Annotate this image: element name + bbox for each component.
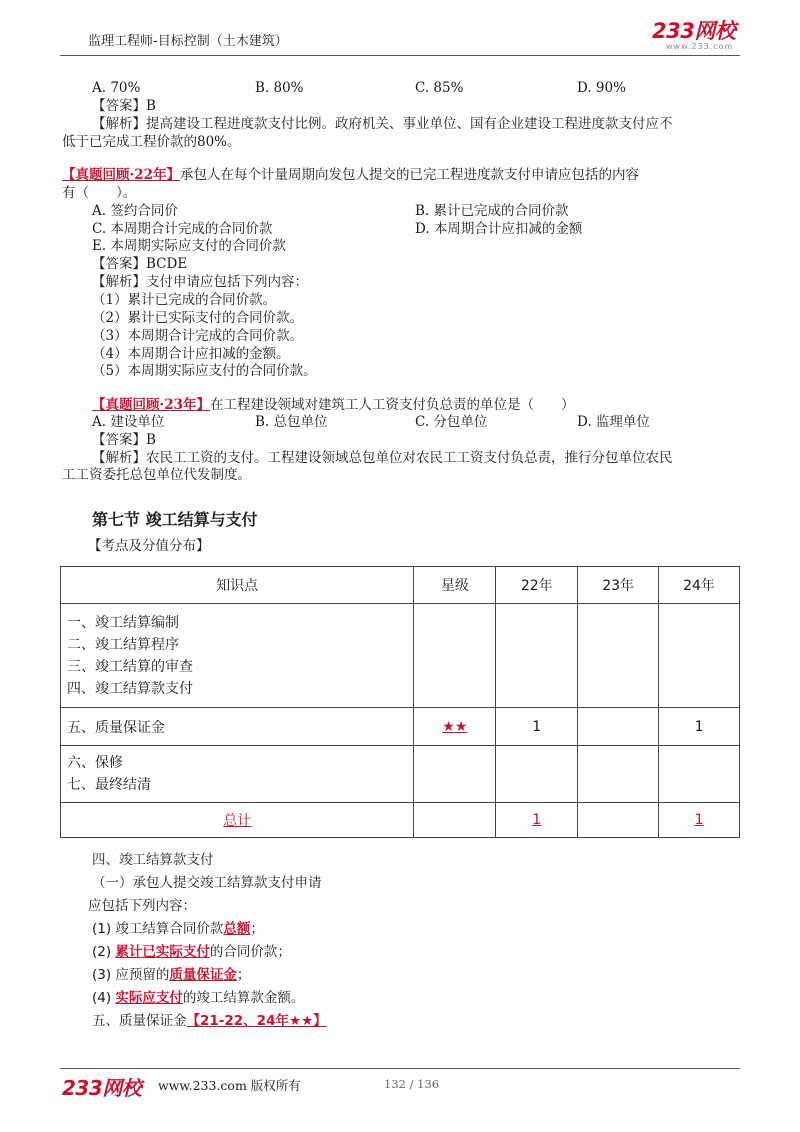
q2-analysis-item: （1）累计已完成的合同价款。 [92,292,277,308]
table-row [61,604,740,708]
logo-url: www.233.com [666,42,734,51]
page-number: 132 / 136 [384,1077,440,1091]
total-y24: 1 [659,803,740,838]
knowledge-point-table [60,566,740,838]
table-cell [414,746,496,803]
list-item: (4) 实际应支付的竣工结算款金额。 [92,990,305,1006]
q2-option-b: B. 累计已完成的合同价款 [415,203,569,219]
highlight: 质量保证金 [169,967,237,983]
table-cell [659,604,740,708]
q3-option-d: D. 监理单位 [577,414,650,430]
answer-label: 【答案】 [92,256,146,272]
analysis-text: 支付申请应包括下列内容： [146,274,308,290]
table-cell [61,746,414,803]
q2-stem-line1 [62,166,639,184]
q2-analysis-item: （4）本周期合计应扣减的金额。 [92,346,290,362]
list-intro: 应包括下列内容： [88,898,196,914]
table-total-row [61,803,740,838]
q2-analysis-item: （3）本周期合计完成的合同价款。 [92,328,304,344]
table-cell [578,708,659,746]
total-y22: 1 [496,803,578,838]
table-cell [578,803,659,838]
kp-item: 一、竣工结算编制 [67,614,179,631]
q3-option-c: C. 分包单位 [415,414,488,430]
q1-option-c: C. 85% [415,80,464,96]
q3-stem-text: 在工程建设领域对建筑工人工资支付负总责的单位是（ ） [210,397,575,413]
highlight: 累计已实际支付 [115,944,210,960]
section-title: 第七节 竣工结算与支付 [92,510,258,529]
kp-item: 四、竣工结算款支付 [67,680,193,697]
q3-analysis-line2: 工工资委托总包单位代发制度。 [62,467,251,483]
col-header: 22年 [496,567,578,604]
analysis-label: 【解析】 [92,274,146,290]
q3-tag: 【真题回顾·23年】 [92,397,210,413]
kp-item: 五、质量保证金 [61,708,414,746]
footer-logo: 233网校 [62,1076,142,1100]
list-item: (1) 竣工结算合同价款总额； [92,921,264,937]
q1-answer [92,97,156,115]
list-item: (3) 应预留的质量保证金； [92,967,251,983]
q2-analysis [92,273,308,291]
table-cell [414,803,496,838]
table-cell [414,604,496,708]
table-cell [61,604,414,708]
total-label: 总计 [61,803,414,838]
q2-answer [92,255,187,273]
q3-analysis-line1 [92,449,673,467]
q1-analysis-line2: 低于已完成工程价款的80%。 [62,134,241,150]
q2-option-d: D. 本周期合计应扣减的金额 [415,221,583,237]
kp-item: 三、竣工结算的审查 [67,658,193,675]
q1-option-a: A. 70% [92,80,141,96]
table-cell [496,746,578,803]
header-logo [652,20,742,51]
answer-value: B [146,432,156,448]
col-header: 星级 [414,567,496,604]
q1-option-d: D. 90% [577,80,626,96]
q2-option-e: E. 本周期实际应支付的合同价款 [92,238,286,254]
analysis-text: 提高建设工程进度款支付比例。政府机关、事业单位、国有企业建设工程进度款支付应不 [146,116,673,132]
table-cell: 1 [659,708,740,746]
q3-stem [92,396,575,414]
table-cell [496,604,578,708]
kp-item: 七、最终结清 [67,777,151,793]
kp-item: 六、保修 [67,755,123,771]
answer-label: 【答案】 [92,432,146,448]
star-rating: ★★ [414,708,496,746]
table-cell [578,746,659,803]
q2-tag: 【真题回顾·22年】 [62,167,180,183]
analysis-text: 农民工工资的支付。工程建设领域总包单位对农民工工资支付负总责，推行分包单位农民 [146,450,673,466]
analysis-label: 【解析】 [92,450,146,466]
highlight: 总额 [223,921,251,937]
footer-divider [60,1068,740,1069]
heading-5: 五、质量保证金【21-22、24年★★】 [92,1013,327,1029]
q1-analysis-line1 [92,115,673,133]
table-row [61,708,740,746]
q2-option-c: C. 本周期合计完成的合同价款 [92,221,273,237]
q1-option-b: B. 80% [255,80,304,96]
answer-value: BCDE [146,256,188,272]
answer-value: B [146,98,156,114]
q3-option-a: A. 建设单位 [92,414,165,430]
section-subtitle: 【考点及分值分布】 [88,538,210,554]
q3-answer [92,431,156,449]
q2-analysis-item: （5）本周期实际应支付的合同价款。 [92,363,317,379]
col-header: 23年 [578,567,659,604]
table-cell [578,604,659,708]
heading-4: 四、竣工结算款支付 [92,852,214,868]
analysis-label: 【解析】 [92,116,146,132]
highlight: 实际应支付 [115,990,183,1006]
table-cell: 1 [496,708,578,746]
table-header-row [61,567,740,604]
table-cell [659,746,740,803]
header-divider [60,55,740,56]
q2-stem-line2: 有（ ）。 [62,185,137,201]
q2-stem-text: 承包人在每个计量周期向发包人提交的已完工程进度款支付申请应包括的内容 [180,167,639,183]
answer-label: 【答案】 [92,98,146,114]
list-item: (2) 累计已实际支付的合同价款； [92,944,291,960]
col-header: 知识点 [61,567,414,604]
header-title: 监理工程师-目标控制（土木建筑） [88,34,288,49]
footer-site: www.233.com 版权所有 [158,1078,301,1093]
table-row [61,746,740,803]
col-header: 24年 [659,567,740,604]
year-star-tag: 【21-22、24年★★】 [186,1013,327,1029]
q3-option-b: B. 总包单位 [255,414,328,430]
q2-analysis-item: （2）累计已实际支付的合同价款。 [92,310,304,326]
kp-item: 二、竣工结算程序 [67,636,179,653]
logo-text: 233网校 [652,19,736,43]
q2-option-a: A. 签约合同价 [92,203,178,219]
heading-4-1: （一）承包人提交竣工结算款支付申请 [92,875,322,891]
